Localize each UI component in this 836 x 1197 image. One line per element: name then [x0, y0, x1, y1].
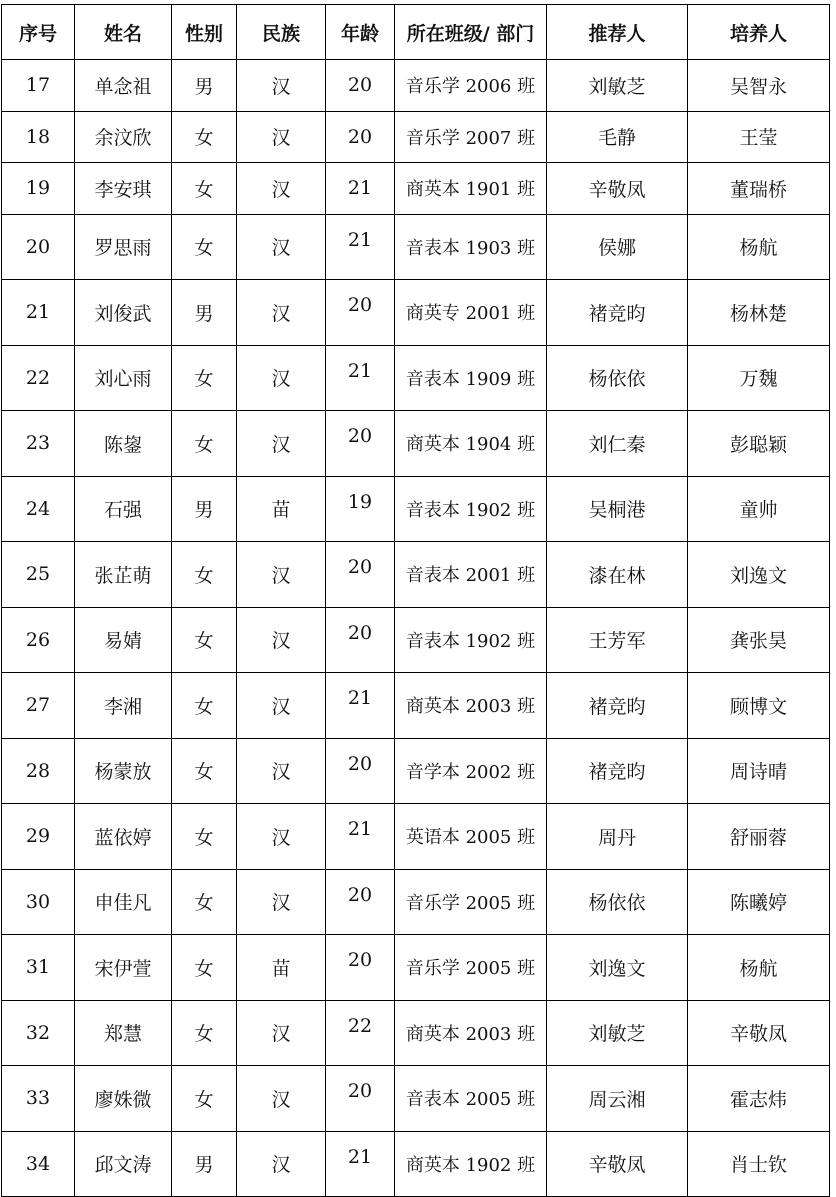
cell-trainer: 万魏 — [688, 345, 830, 411]
cell-ethnicity: 汉 — [237, 1131, 326, 1197]
cell-name: 邱文涛 — [75, 1131, 172, 1197]
table-row — [2, 411, 830, 477]
table-row — [2, 60, 830, 112]
cell-ethnicity: 汉 — [237, 673, 326, 739]
cell-index: 23 — [2, 411, 75, 477]
cell-trainer: 辛敬凤 — [688, 1000, 830, 1066]
cell-recommender: 吴桐港 — [547, 476, 688, 542]
header-row — [2, 5, 830, 60]
cell-gender: 女 — [172, 542, 237, 608]
roster-table — [1, 4, 830, 1197]
cell-gender: 女 — [172, 163, 237, 215]
cell-name: 廖姝微 — [75, 1066, 172, 1132]
table-row — [2, 935, 830, 1001]
cell-name: 郑慧 — [75, 1000, 172, 1066]
cell-recommender: 侯娜 — [547, 214, 688, 280]
cell-ethnicity: 汉 — [237, 280, 326, 346]
cell-class-dept: 音表本 1902 班 — [395, 476, 547, 542]
cell-index: 34 — [2, 1131, 75, 1197]
header-recommender: 推荐人 — [547, 5, 688, 60]
cell-recommender: 周丹 — [547, 804, 688, 870]
cell-gender: 女 — [172, 214, 237, 280]
cell-name: 申佳凡 — [75, 869, 172, 935]
cell-name: 余汶欣 — [75, 111, 172, 163]
cell-ethnicity: 汉 — [237, 411, 326, 477]
header-age: 年龄 — [326, 5, 395, 60]
cell-trainer: 杨航 — [688, 214, 830, 280]
table-row — [2, 607, 830, 673]
cell-index: 20 — [2, 214, 75, 280]
cell-trainer: 顾博文 — [688, 673, 830, 739]
cell-class-dept: 音表本 1903 班 — [395, 214, 547, 280]
cell-gender: 女 — [172, 673, 237, 739]
cell-class-dept: 商英本 1902 班 — [395, 1131, 547, 1197]
cell-gender: 女 — [172, 738, 237, 804]
cell-ethnicity: 苗 — [237, 935, 326, 1001]
cell-age: 19 — [326, 476, 395, 542]
cell-ethnicity: 汉 — [237, 60, 326, 112]
header-name: 姓名 — [75, 5, 172, 60]
cell-index: 26 — [2, 607, 75, 673]
cell-trainer: 吴智永 — [688, 60, 830, 112]
cell-class-dept: 商英本 2003 班 — [395, 673, 547, 739]
cell-age: 21 — [326, 1131, 395, 1197]
table-row — [2, 1000, 830, 1066]
cell-index: 28 — [2, 738, 75, 804]
cell-age: 21 — [326, 214, 395, 280]
cell-gender: 男 — [172, 60, 237, 112]
cell-index: 31 — [2, 935, 75, 1001]
cell-class-dept: 音乐学 2007 班 — [395, 111, 547, 163]
cell-index: 25 — [2, 542, 75, 608]
table-row — [2, 163, 830, 215]
table-row — [2, 111, 830, 163]
cell-trainer: 杨林楚 — [688, 280, 830, 346]
cell-recommender: 辛敬凤 — [547, 163, 688, 215]
cell-trainer: 龚张昊 — [688, 607, 830, 673]
cell-ethnicity: 汉 — [237, 542, 326, 608]
cell-ethnicity: 汉 — [237, 607, 326, 673]
cell-trainer: 陈曦婷 — [688, 869, 830, 935]
table-row — [2, 869, 830, 935]
cell-recommender: 辛敬凤 — [547, 1131, 688, 1197]
cell-trainer: 王莹 — [688, 111, 830, 163]
cell-index: 22 — [2, 345, 75, 411]
cell-trainer: 霍志炜 — [688, 1066, 830, 1132]
table-row — [2, 1131, 830, 1197]
cell-trainer: 周诗晴 — [688, 738, 830, 804]
cell-class-dept: 商英本 1904 班 — [395, 411, 547, 477]
cell-age: 20 — [326, 542, 395, 608]
cell-name: 蓝依婷 — [75, 804, 172, 870]
cell-gender: 男 — [172, 1131, 237, 1197]
cell-trainer: 刘逸文 — [688, 542, 830, 608]
cell-ethnicity: 汉 — [237, 1000, 326, 1066]
cell-trainer: 肖士钦 — [688, 1131, 830, 1197]
cell-class-dept: 商英专 2001 班 — [395, 280, 547, 346]
cell-age: 20 — [326, 280, 395, 346]
cell-name: 刘俊武 — [75, 280, 172, 346]
cell-class-dept: 音表本 2005 班 — [395, 1066, 547, 1132]
cell-name: 刘心雨 — [75, 345, 172, 411]
cell-class-dept: 商英本 2003 班 — [395, 1000, 547, 1066]
cell-recommender: 刘仁秦 — [547, 411, 688, 477]
table-row — [2, 345, 830, 411]
cell-age: 22 — [326, 1000, 395, 1066]
cell-name: 罗思雨 — [75, 214, 172, 280]
table-row — [2, 1066, 830, 1132]
cell-gender: 女 — [172, 1066, 237, 1132]
cell-ethnicity: 汉 — [237, 738, 326, 804]
table-row — [2, 804, 830, 870]
header-ethnicity: 民族 — [237, 5, 326, 60]
header-gender: 性别 — [172, 5, 237, 60]
cell-class-dept: 音学本 2002 班 — [395, 738, 547, 804]
cell-class-dept: 音表本 1909 班 — [395, 345, 547, 411]
cell-gender: 男 — [172, 476, 237, 542]
cell-ethnicity: 汉 — [237, 1066, 326, 1132]
cell-class-dept: 商英本 1901 班 — [395, 163, 547, 215]
cell-gender: 女 — [172, 111, 237, 163]
cell-class-dept: 音乐学 2006 班 — [395, 60, 547, 112]
cell-index: 18 — [2, 111, 75, 163]
cell-recommender: 毛静 — [547, 111, 688, 163]
cell-index: 29 — [2, 804, 75, 870]
cell-ethnicity: 汉 — [237, 163, 326, 215]
cell-trainer: 杨航 — [688, 935, 830, 1001]
cell-name: 陈鋆 — [75, 411, 172, 477]
cell-gender: 女 — [172, 607, 237, 673]
cell-age: 21 — [326, 673, 395, 739]
cell-recommender: 漆在林 — [547, 542, 688, 608]
cell-age: 20 — [326, 935, 395, 1001]
cell-index: 21 — [2, 280, 75, 346]
cell-index: 32 — [2, 1000, 75, 1066]
table-row — [2, 738, 830, 804]
cell-recommender: 刘敏芝 — [547, 60, 688, 112]
cell-age: 20 — [326, 869, 395, 935]
cell-gender: 女 — [172, 804, 237, 870]
cell-trainer: 董瑞桥 — [688, 163, 830, 215]
cell-class-dept: 音表本 1902 班 — [395, 607, 547, 673]
cell-name: 石强 — [75, 476, 172, 542]
table-row — [2, 280, 830, 346]
cell-name: 李湘 — [75, 673, 172, 739]
cell-recommender: 杨依依 — [547, 869, 688, 935]
cell-age: 20 — [326, 1066, 395, 1132]
cell-gender: 女 — [172, 869, 237, 935]
cell-gender: 男 — [172, 280, 237, 346]
cell-ethnicity: 汉 — [237, 111, 326, 163]
cell-ethnicity: 汉 — [237, 214, 326, 280]
cell-age: 20 — [326, 607, 395, 673]
cell-recommender: 王芳军 — [547, 607, 688, 673]
header-class-dept: 所在班级/ 部门 — [395, 5, 547, 60]
cell-gender: 女 — [172, 345, 237, 411]
header-trainer: 培养人 — [688, 5, 830, 60]
cell-trainer: 童帅 — [688, 476, 830, 542]
cell-class-dept: 音乐学 2005 班 — [395, 935, 547, 1001]
cell-age: 20 — [326, 738, 395, 804]
cell-name: 杨蒙放 — [75, 738, 172, 804]
cell-class-dept: 音表本 2001 班 — [395, 542, 547, 608]
cell-recommender: 褚竞昀 — [547, 673, 688, 739]
cell-class-dept: 音乐学 2005 班 — [395, 869, 547, 935]
table-row — [2, 476, 830, 542]
cell-trainer: 舒丽蓉 — [688, 804, 830, 870]
cell-ethnicity: 苗 — [237, 476, 326, 542]
cell-trainer: 彭聪颖 — [688, 411, 830, 477]
cell-name: 张芷萌 — [75, 542, 172, 608]
cell-age: 20 — [326, 411, 395, 477]
cell-age: 20 — [326, 60, 395, 112]
cell-ethnicity: 汉 — [237, 804, 326, 870]
cell-gender: 女 — [172, 935, 237, 1001]
cell-name: 宋伊萱 — [75, 935, 172, 1001]
cell-name: 李安琪 — [75, 163, 172, 215]
cell-recommender: 刘逸文 — [547, 935, 688, 1001]
cell-gender: 女 — [172, 411, 237, 477]
cell-gender: 女 — [172, 1000, 237, 1066]
cell-index: 24 — [2, 476, 75, 542]
cell-recommender: 杨依依 — [547, 345, 688, 411]
cell-index: 17 — [2, 60, 75, 112]
cell-name: 易婧 — [75, 607, 172, 673]
header-index: 序号 — [2, 5, 75, 60]
cell-index: 27 — [2, 673, 75, 739]
cell-age: 21 — [326, 804, 395, 870]
table-row — [2, 542, 830, 608]
cell-name: 单念祖 — [75, 60, 172, 112]
cell-recommender: 褚竞昀 — [547, 280, 688, 346]
table-row — [2, 673, 830, 739]
cell-index: 19 — [2, 163, 75, 215]
cell-age: 21 — [326, 163, 395, 215]
table-row — [2, 214, 830, 280]
cell-age: 20 — [326, 111, 395, 163]
cell-ethnicity: 汉 — [237, 869, 326, 935]
cell-index: 30 — [2, 869, 75, 935]
cell-class-dept: 英语本 2005 班 — [395, 804, 547, 870]
cell-age: 21 — [326, 345, 395, 411]
cell-recommender: 周云湘 — [547, 1066, 688, 1132]
cell-recommender: 刘敏芝 — [547, 1000, 688, 1066]
cell-index: 33 — [2, 1066, 75, 1132]
cell-ethnicity: 汉 — [237, 345, 326, 411]
cell-recommender: 褚竞昀 — [547, 738, 688, 804]
